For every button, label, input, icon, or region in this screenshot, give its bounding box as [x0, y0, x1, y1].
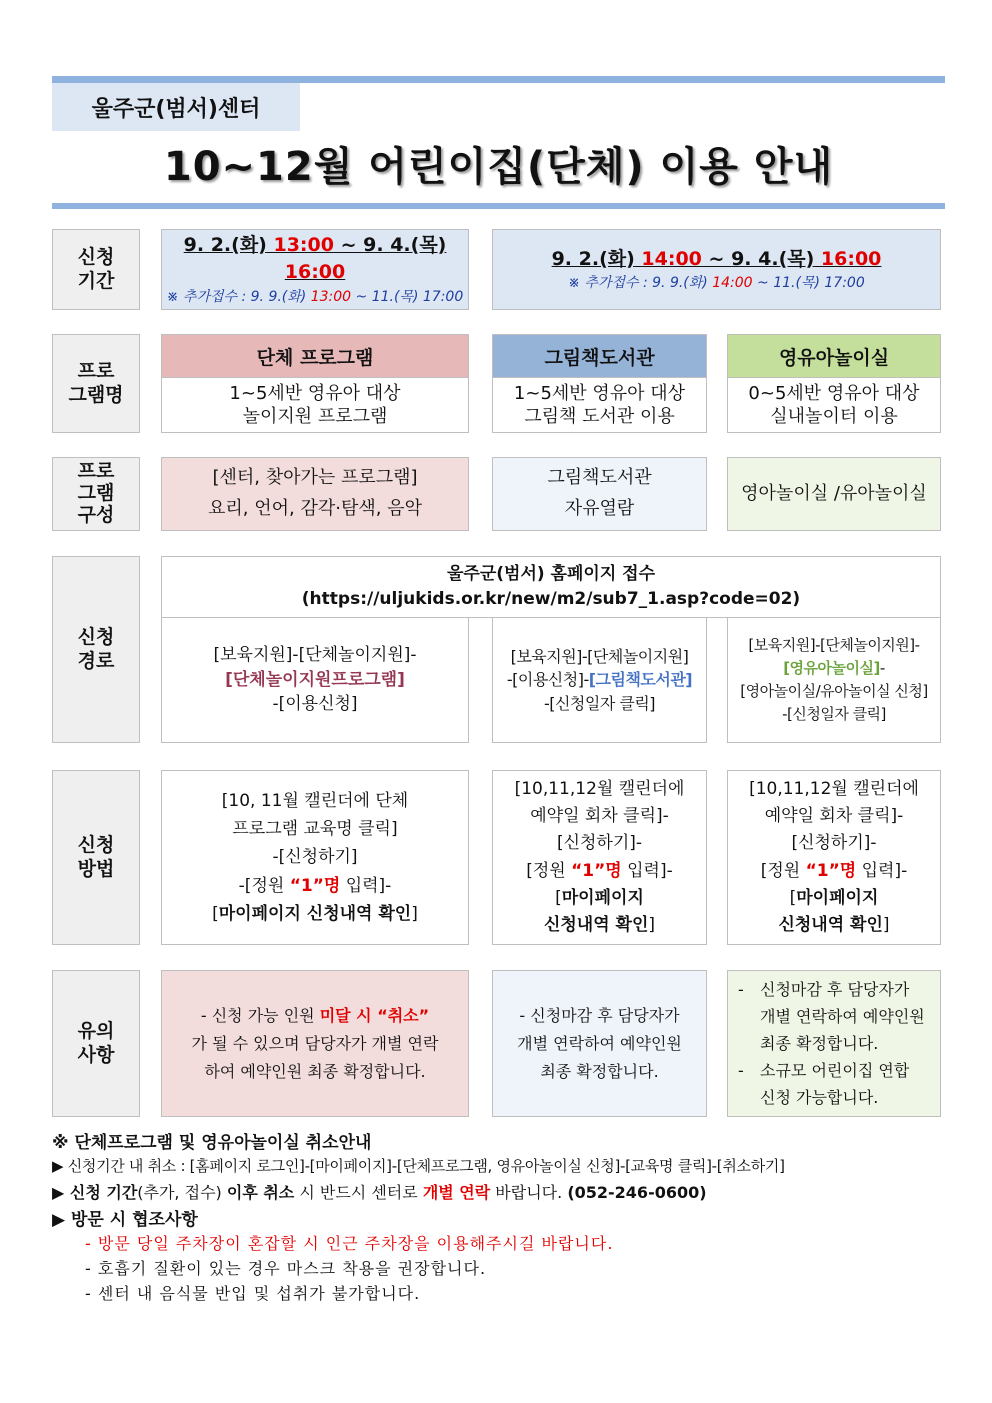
- page-title: 10~12월 어린이집(단체) 이용 안내: [163, 144, 834, 190]
- method-library: [10,11,12월 캘린더에 예약일 회차 클릭]- [신청하기]- [정원 “1”명 입력]- [마이페이지 신청내역 확인]: [492, 770, 707, 945]
- period-right-main: 9. 2.(화) 14:00 ~ 9. 4.(목) 16:00: [551, 247, 882, 270]
- visit-note-2: - 호흡기 질환이 있는 경우 마스크 착용을 권장합니다.: [85, 1259, 487, 1278]
- label-period: 신청 기간: [52, 229, 140, 310]
- visit-note-3: - 센터 내 음식물 반입 및 섭취가 불가합니다.: [85, 1284, 421, 1303]
- center-name-tab: 울주군(범서)센터: [52, 83, 300, 131]
- title-rule: [52, 203, 945, 209]
- program-header-library: 그림책도서관: [492, 334, 707, 378]
- composition-play: 영아놀이실 /유아놀이실: [727, 457, 941, 531]
- period-left: [161, 229, 469, 310]
- program-desc-play: 0~5세반 영유아 대상 실내놀이터 이용: [727, 377, 941, 433]
- program-desc-group: 1~5세반 영유아 대상 놀이지원 프로그램: [161, 377, 469, 433]
- cancel-line-2: ▶ 신청 기간(추가, 접수) 이후 취소 시 반드시 센터로 개별 연락 바랍니다. (052-246-0600): [52, 1183, 707, 1202]
- cancel-line-1: ▶ 신청기간 내 취소 : [홈페이지 로그인]-[마이페이지]-[단체프로그램, 영유아놀이실 신청]-[교육명 클릭]-[취소하기]: [52, 1157, 785, 1175]
- program-header-play: 영유아놀이실: [727, 334, 941, 378]
- period-left-extra: ※ 추가접수 : 9. 9.(화) 13:00 ~ 11.(목) 17:00: [166, 288, 464, 305]
- label-route: 신청 경로: [52, 556, 140, 743]
- method-play: [10,11,12월 캘린더에 예약일 회차 클릭]- [신청하기]- [정원 “1”명 입력]- [마이페이지 신청내역 확인]: [727, 770, 941, 945]
- label-program-name: 프로 그램명: [52, 334, 140, 433]
- composition-library: 그림책도서관 자유열람: [492, 457, 707, 531]
- route-play: [보육지원]-[단체놀이지원]- [영유아놀이실]- [영아놀이실/유아놀이실 신청] -[신청일자 클릭]: [727, 617, 941, 743]
- program-header-group: 단체 프로그램: [161, 334, 469, 378]
- cancel-title: ※ 단체프로그램 및 영유아놀이실 취소안내: [52, 1133, 372, 1153]
- top-rule: [52, 76, 945, 83]
- route-header: 울주군(범서) 홈페이지 접수 (https://uljukids.or.kr/new/m2/sub7_1.asp?code=02): [161, 556, 941, 618]
- program-desc-library: 1~5세반 영유아 대상 그림책 도서관 이용: [492, 377, 707, 433]
- notes-play: - 신청마감 후 담당자가 개별 연락하여 예약인원 최종 확정합니다. - 소규모 어린이집 연합 신청 가능합니다.: [727, 970, 941, 1117]
- visit-note-1: - 방문 당일 주차장이 혼잡할 시 인근 주차장을 이용해주시길 바랍니다.: [85, 1234, 614, 1253]
- notes-group: - 신청 가능 인원 미달 시 “취소” 가 될 수 있으며 담당자가 개별 연락 하여 예약인원 최종 확정합니다.: [161, 970, 469, 1117]
- notes-library: - 신청마감 후 담당자가 개별 연락하여 예약인원 최종 확정합니다.: [492, 970, 707, 1117]
- route-library: [보육지원]-[단체놀이지원] -[이용신청]-[그림책도서관] -[신청일자 클릭]: [492, 617, 707, 743]
- label-notes: 유의 사항: [52, 970, 140, 1117]
- period-right: [492, 229, 941, 310]
- period-left-main: 9. 2.(화) 13:00 ~ 9. 4.(목) 16:00: [183, 233, 447, 284]
- method-group: [10, 11월 캘린더에 단체 프로그램 교육명 클릭] -[신청하기] -[정원 “1”명 입력]- [마이페이지 신청내역 확인]: [161, 770, 469, 945]
- composition-group: [센터, 찾아가는 프로그램] 요리, 언어, 감각·탐색, 음악: [161, 457, 469, 531]
- route-group: [보육지원]-[단체놀이지원]- [단체놀이지원프로그램] -[이용신청]: [161, 617, 469, 743]
- visit-title: ▶ 방문 시 협조사항: [52, 1210, 198, 1230]
- label-method: 신청 방법: [52, 770, 140, 945]
- label-composition: 프로 그램 구성: [52, 457, 140, 531]
- homepage-url[interactable]: (https://uljukids.or.kr/new/m2/sub7_1.asp?code=02): [301, 589, 801, 609]
- period-right-extra: ※ 추가접수 : 9. 9.(화) 14:00 ~ 11.(목) 17:00: [568, 275, 865, 292]
